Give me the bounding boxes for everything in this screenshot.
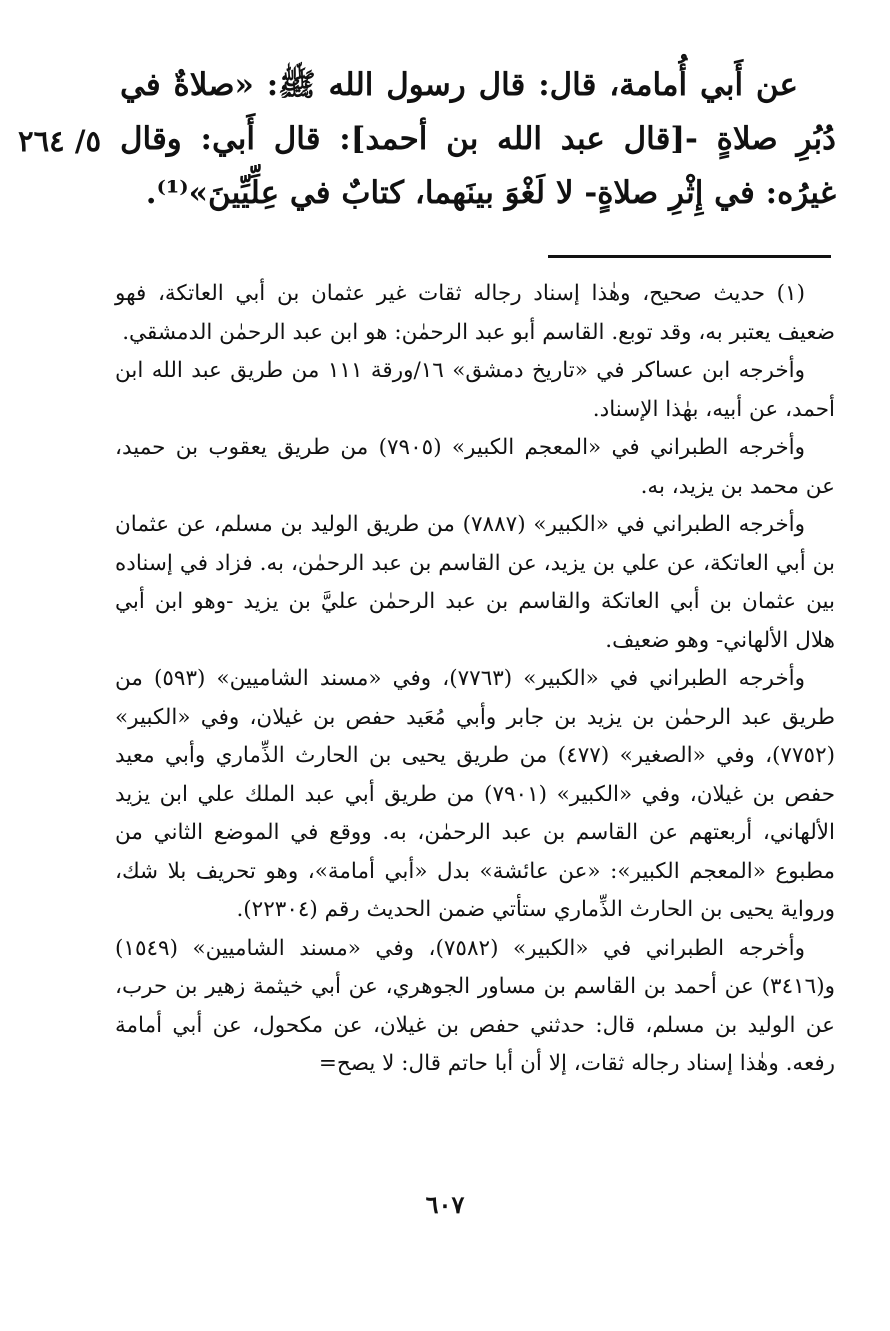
hadith-text [120,58,836,220]
footnote-paragraph: وأخرجه الطبراني في «الكبير» (٧٧٦٣)، وفي «مسند الشاميين» (٥٩٣) من طريق عبد الرحمٰن بن يزيد بن جابر وأبي مُعَيد حفص بن غيلان، وفي «الكبير» (٧٧٥٢)، وفي «الصغير» (٤٧٧) من طريق يحيى بن الحارث الذِّماري وأبي معيد حفص بن غيلان، وفي «الكبير» (٧٩٠١) من طريق أبي عبد الملك علي ابن يزيد الألهاني، أربعتهم عن القاسم بن عبد الرحمٰن، به. ووقع في الموضع الثاني من مطبوع «المعجم الكبير»: «عن عائشة» بدل «أبي أمامة»، وهو تحريف بلا شك، ورواية يحيى بن الحارث الذِّماري ستأتي ضمن الحديث رقم (٢٢٣٠٤). [115,666,836,922]
footnote-paragraph: وأخرجه الطبراني في «الكبير» (٧٥٨٢)، وفي «مسند الشاميين» (١٥٤٩) و(٣٤١٦) عن أحمد بن القاسم بن مساور الجوهري، عن أبي خيثمة زهير بن حرب، عن الوليد بن مسلم، قال: حدثني حفص بن غيلان، عن مكحول، عن أبي أمامة رفعه. وهٰذا إسناد رجاله ثقات، إلا أن أبا حاتم قال: لا يصح= [115,935,835,1076]
page-number: ٦٠٧ [425,1190,465,1219]
footnote-paragraph: وأخرجه الطبراني في «المعجم الكبير» (٧٩٠٥) من طريق يعقوب بن حميد، عن محمد بن يزيد، به. [115,435,835,499]
footnotes [115,275,835,1084]
hadith-paragraph: عن أَبي أُمامة، قال: قال رسول الله ﷺ: «صلاةٌ في دُبُرِ صلاةٍ -[قال عبد الله بن أحمد]: قال أَبي: وقال غيرُه: في إِثْرِ صلاةٍ- لا لَغْوَ بينَهما، كتابٌ في عِلِّيِّينَ»⁽¹⁾. [120,67,836,211]
footnote-separator [548,255,831,258]
footnote-paragraph: وأخرجه الطبراني في «الكبير» (٧٨٨٧) من طريق الوليد بن مسلم، عن عثمان بن أبي العاتكة، عن علي بن يزيد، عن القاسم بن عبد الرحمٰن، به. فزاد في إسناده بين عثمان بن أبي العاتكة والقاسم بن عبد الرحمٰن عليَّ بن يزيد -وهو ابن أبي هلال الألهاني- وهو ضعيف. [115,512,835,653]
footnote-paragraph: وأخرجه ابن عساكر في «تاريخ دمشق» ١٦/ورقة ١١١ من طريق عبد الله ابن أحمد، عن أبيه، بهٰذا الإسناد. [115,358,835,422]
footnote-paragraph: (١) حديث صحيح، وهٰذا إسناد رجاله ثقات غير عثمان بن أبي العاتكة، فهو ضعيف يعتبر به، وقد توبع. القاسم أبو عبد الرحمٰن: هو ابن عبد الرحمٰن الدمشقي. [115,281,835,345]
volume-page-reference: ٥/ ٢٦٤ [18,124,102,158]
